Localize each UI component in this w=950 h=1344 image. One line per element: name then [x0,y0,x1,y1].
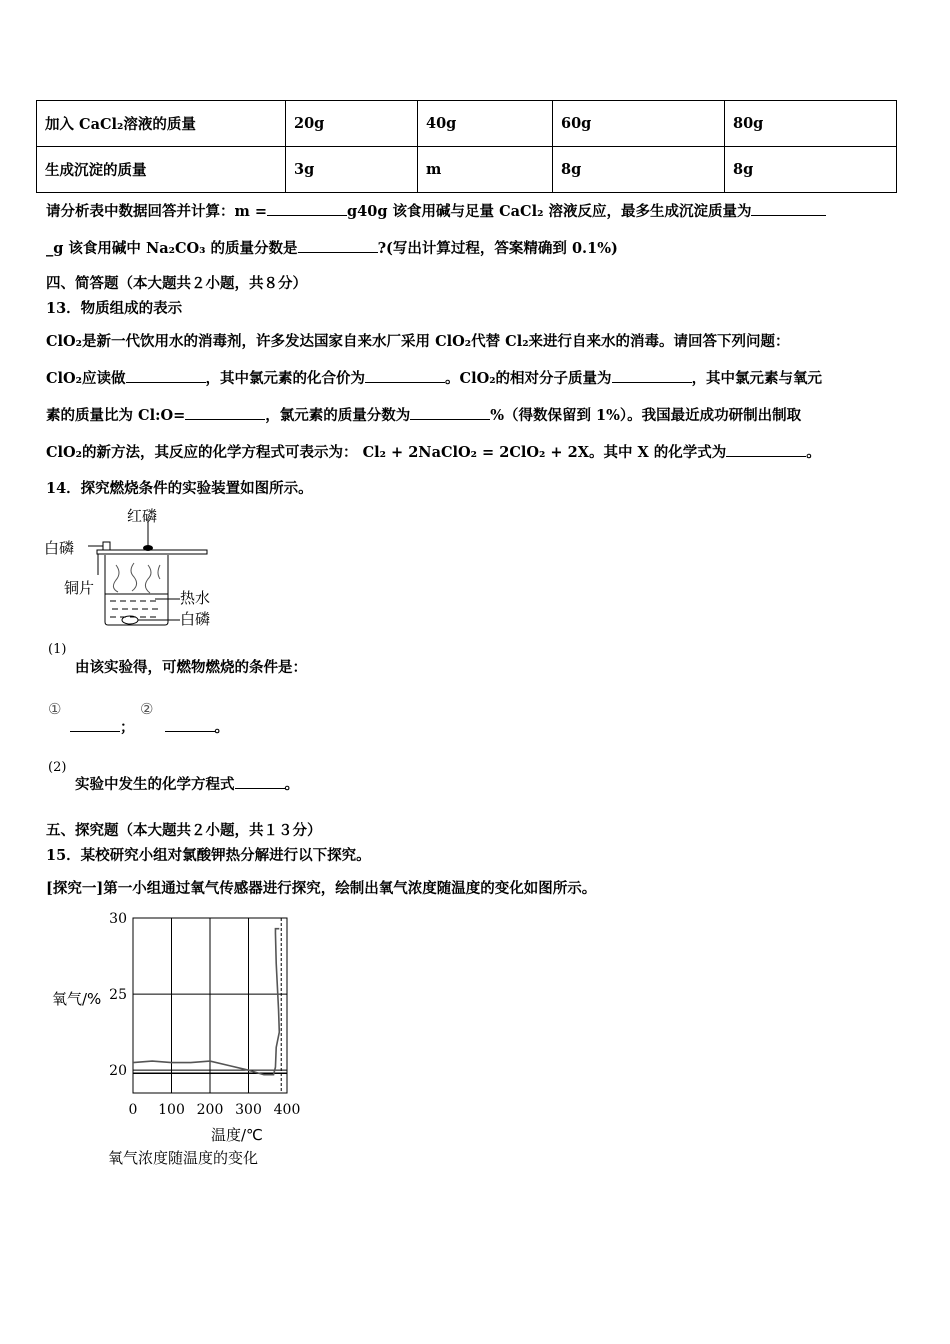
label-white-phosphorus-bottom: 白磷 [180,610,211,628]
x-axis-label: 温度/℃ [211,1126,263,1144]
x-tick-label: 400 [273,1102,301,1118]
circled-1: ① [48,700,62,718]
y-tick-label: 30 [109,911,127,927]
q12-line2 [46,237,618,258]
q13-line2 [46,367,822,388]
y-axis-label: 氧气/% [52,990,102,1008]
label-hot-water: 热水 [180,589,211,607]
answer-blank[interactable] [298,238,378,253]
q13-line3 [46,404,801,425]
text: g40g 该食用碱与足量 CaCl₂ 溶液反应，最多生成沉淀质量为 [347,203,752,220]
series-line [133,929,279,1075]
cell: 40g [418,101,553,147]
x-tick-label: 100 [158,1102,185,1118]
text: 实验中发生的化学方程式 [75,776,235,793]
answer-blank[interactable] [365,368,445,383]
text: ，氯元素的质量分数为 [265,407,411,424]
x-tick-label: 0 [128,1102,138,1118]
circled-2: ② [140,700,154,718]
answer-blank[interactable] [70,717,120,732]
label-red-phosphorus: 红磷 [127,507,158,525]
data-table [36,100,897,193]
q13-line1: ClO₂是新一代饮用水的消毒剂，许多发达国家自来水厂采用 ClO₂代替 Cl₂来进行自来水的消毒。请回答下列问题： [46,333,790,350]
text: %（得数保留到 1%）。我国最近成功研制出制取 [490,407,802,424]
answer-blank[interactable] [612,368,692,383]
oxygen-chart [40,900,320,1180]
answer-blank[interactable] [185,405,265,420]
q13-line4 [46,441,821,462]
label-copper: 铜片 [64,579,95,597]
q15-title: 15．某校研究小组对氯酸钾热分解进行以下探究。 [46,847,371,864]
q14-blanks [70,716,229,737]
answer-blank[interactable] [126,368,206,383]
table-row [37,147,897,193]
cell: 3g [286,147,418,193]
text: _g 该食用碱中 Na₂CO₃ 的质量分数是 [46,240,298,257]
y-tick-label: 20 [109,1063,127,1080]
x-tick-label: 300 [235,1102,262,1118]
cell: m [418,147,553,193]
sub-question-number: (1) [48,642,67,657]
answer-blank[interactable] [235,774,285,789]
row-label: 生成沉淀的质量 [37,147,286,193]
label-white-phosphorus-top: 白磷 [44,539,75,557]
cell: 8g [725,147,897,193]
text: ； [120,719,135,736]
answer-blank[interactable] [410,405,490,420]
chart-title: 氧气浓度随温度的变化 [108,1149,259,1167]
q15-line1: [探究一]第一小组通过氧气传感器进行探究，绘制出氧气浓度随温度的变化如图所示。 [46,880,597,897]
x-tick-label: 200 [196,1102,224,1118]
text: 请分析表中数据回答并计算：m = [46,203,268,220]
y-tick-label: 25 [109,987,127,1004]
q13-title: 13．物质组成的表示 [46,300,183,317]
heat-waves [113,563,160,593]
text: ，其中氯元素的化合价为 [205,370,366,387]
text: ClO₂应读做 [46,370,126,387]
answer-blank[interactable] [165,717,215,732]
cell: 80g [725,101,897,147]
q12-line1 [46,200,826,221]
text: ClO₂的新方法，其反应的化学方程式可表示为： Cl₂ + 2NaClO₂ = 2ClO₂ + 2X。其中 X 的化学式为 [46,444,727,461]
section-5-heading: 五、探究题（本大题共２小题，共１３分） [46,822,322,839]
table-row [37,101,897,147]
q14-title: 14．探究燃烧条件的实验装置如图所示。 [46,480,313,497]
text: ，其中氯元素与氧元 [691,370,823,387]
sub-question-number: (2) [48,760,67,775]
cell: 60g [553,101,725,147]
cell: 8g [553,147,725,193]
row-label: 加入 CaCl₂溶液的质量 [37,101,286,147]
q14-part2 [75,773,299,794]
white-phosphorus-top [103,542,110,550]
section-4-heading: 四、简答题（本大题共２小题，共８分） [46,275,307,292]
text: 。 [214,719,229,736]
cell: 20g [286,101,418,147]
answer-blank[interactable] [751,201,826,216]
copper-plate [97,550,207,554]
text: ?(写出计算过程，答案精确到 0.1%) [377,240,618,257]
answer-blank[interactable] [267,201,347,216]
text: 素的质量比为 Cl:O= [46,407,186,424]
text: 。 [284,776,299,793]
answer-blank[interactable] [726,442,806,457]
text: 。 [806,444,821,461]
q14-part1: 由该实验得，可燃物燃烧的条件是： [75,659,307,676]
text: 。ClO₂的相对分子质量为 [445,370,612,387]
